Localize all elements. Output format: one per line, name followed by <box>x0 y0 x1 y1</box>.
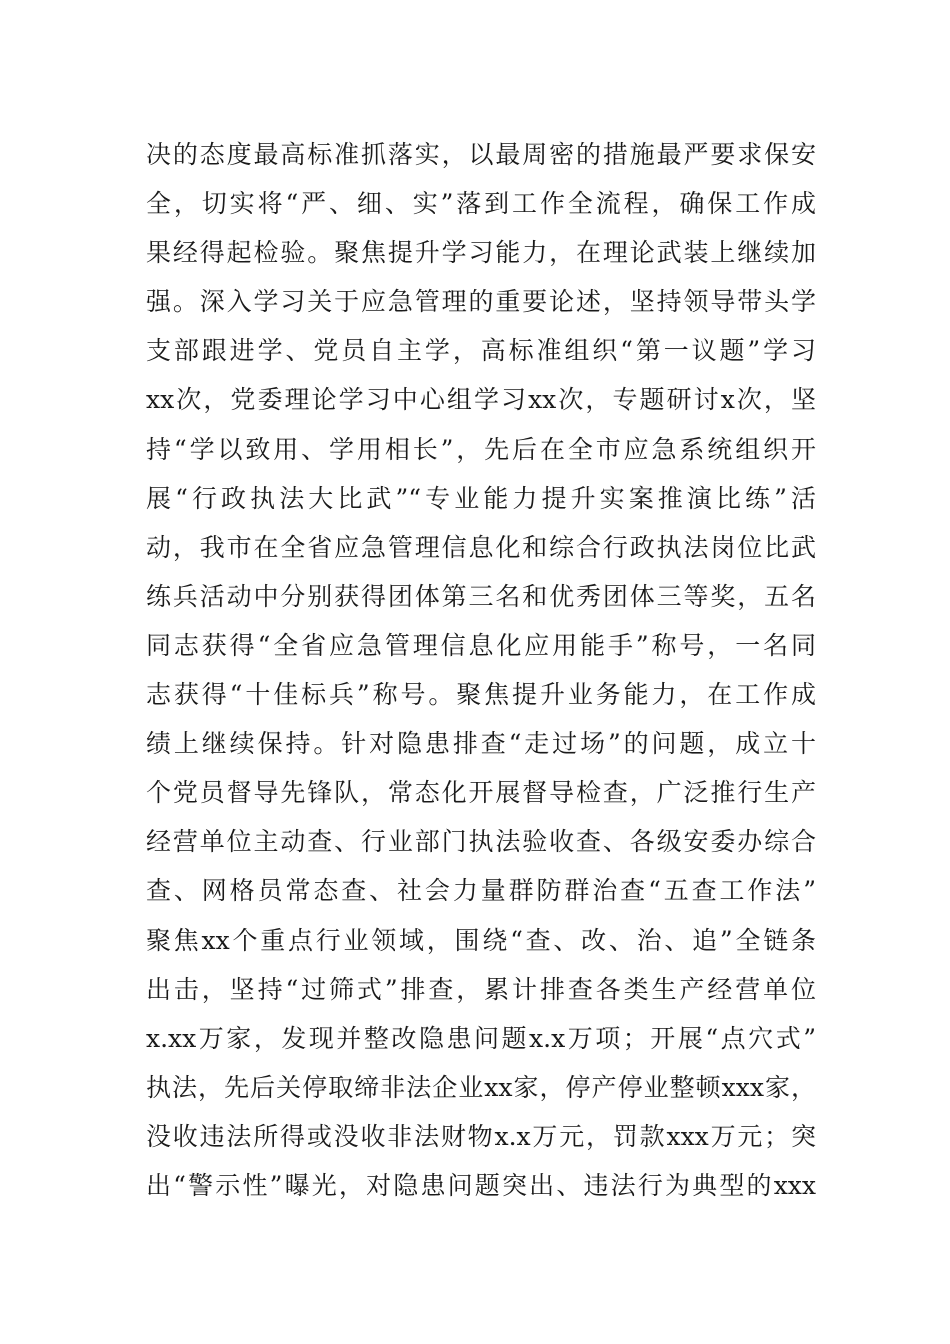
text-line: 果经得起检验。聚焦提升学习能力，在理论武装上继续加 <box>146 238 816 268</box>
text-line: 展“行政执法大比武”“专业能力提升实案推演比练”活 <box>146 483 816 513</box>
text-line: 执法，先后关停取缔非法企业xx家，停产停业整顿xxx家， <box>146 1072 816 1102</box>
text-line: 动，我市在全省应急管理信息化和综合行政执法岗位比武 <box>146 532 816 562</box>
text-line: 查、网格员常态查、社会力量群防群治查“五查工作法” <box>146 876 816 906</box>
text-line: 志获得“十佳标兵”称号。聚焦提升业务能力，在工作成 <box>146 680 816 710</box>
text-line: 同志获得“全省应急管理信息化应用能手”称号，一名同 <box>146 630 816 660</box>
text-line: 没收违法所得或没收非法财物x.x万元，罚款xxx万元；突 <box>146 1121 816 1151</box>
text-line: 全，切实将“严、细、实”落到工作全流程，确保工作成 <box>146 189 816 219</box>
text-line: 出“警示性”曝光，对隐患问题突出、违法行为典型的xxx <box>146 1170 816 1200</box>
text-line: 绩上继续保持。针对隐患排查“走过场”的问题，成立十 <box>146 729 816 759</box>
text-line: 出击，坚持“过筛式”排查，累计排查各类生产经营单位 <box>146 974 816 1004</box>
text-line: xx次，党委理论学习中心组学习xx次，专题研讨x次，坚 <box>146 385 816 415</box>
text-line: 聚焦xx个重点行业领域，围绕“查、改、治、追”全链条 <box>146 925 816 955</box>
text-line: 持“学以致用、学用相长”，先后在全市应急系统组织开 <box>146 434 816 464</box>
text-line: 支部跟进学、党员自主学，高标准组织“第一议题”学习 <box>146 336 816 366</box>
text-line: x.xx万家，发现并整改隐患问题x.x万项；开展“点穴式” <box>146 1023 816 1053</box>
text-line: 个党员督导先锋队，常态化开展督导检查，广泛推行生产 <box>146 778 816 808</box>
text-line: 决的态度最高标准抓落实，以最周密的措施最严要求保安 <box>146 140 816 169</box>
text-line: 练兵活动中分别获得团体第三名和优秀团体三等奖，五名 <box>146 581 816 611</box>
body-text <box>146 130 816 1210</box>
text-line: 经营单位主动查、行业部门执法验收查、各级安委办综合 <box>146 827 816 857</box>
text-line: 强。深入学习关于应急管理的重要论述，坚持领导带头学 <box>146 287 816 317</box>
